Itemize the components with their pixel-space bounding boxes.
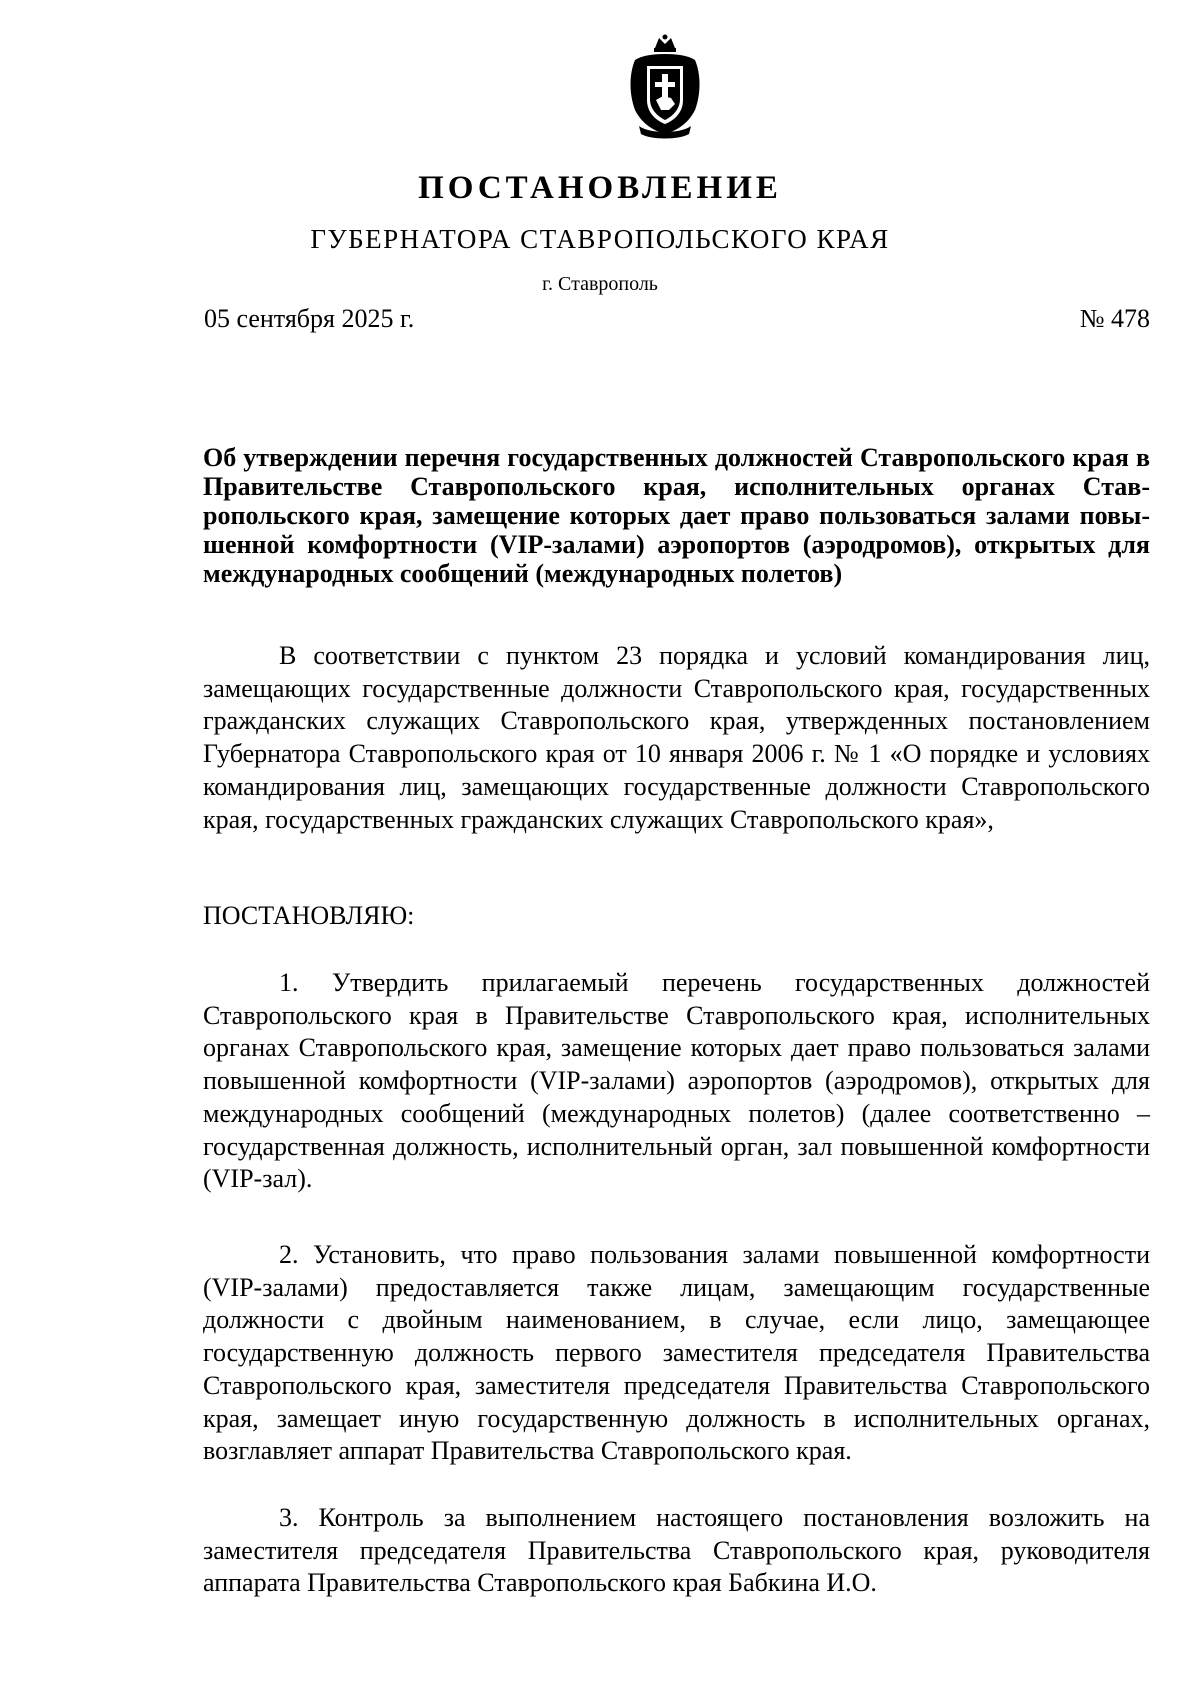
resolution-item-2: 2. Установить, что право пользования залами повышенной комфортности (VIP-залами) предоставляется также лицам, замещающим государственные должности с двойным наименованием, в случае, если лицо, замещающее государственную должность первого заместителя председателя Правительства Ставропольского края, заместителя председателя Правительства Ставропольского края, замещает иную государственную должность в исполнительных органах, возглавляет аппарат Правительства Ставропольского края. — [203, 1240, 1150, 1466]
document-preamble: В соответствии с пунктом 23 порядка и условий командирования лиц, замещающих государственные должности Ставропольского края, государственных гражданских служащих Ставропольского края, утвержденных постановлением Губернатора Ставропольского края от 10 января 2006 г. № 1 «О порядке и условиях командирования лиц, замещающих государственные должности Ставропольского края, государственных гражданских служащих Ставропольского края», — [203, 641, 1150, 834]
document-date: 05 сентября 2025 г. — [204, 304, 415, 333]
document-city: г. Ставрополь — [542, 273, 658, 295]
document-subject: Об утверждении перечня государственных должностей Ставропольского края в Правительстве Ставропольского края, исполнительных органах Ставропольского края, замещение которых дает право пользоваться залами повышенной комфортности (VIP-залами) аэропортов (аэродромов), открытых для международных сообщений (международных полетов) — [203, 443, 1150, 588]
document-issuer: ГУБЕРНАТОРА СТАВРОПОЛЬСКОГО КРАЯ — [310, 224, 890, 254]
resolution-heading: ПОСТАНОВЛЯЮ: — [203, 901, 415, 930]
resolution-item-3: 3. Контроль за выполнением настоящего постановления возложить на заместителя председателя Правительства Ставропольского края, руководителя аппарата Правительства Ставропольского края Бабкина И.О. — [203, 1503, 1150, 1598]
stavropol-coat-of-arms-icon — [625, 34, 705, 140]
resolution-item-1: 1. Утвердить прилагаемый перечень государственных должностей Ставропольского края в Правительстве Ставропольского края, исполнительных органах Ставропольского края, замещение которых дает право пользоваться залами повышенной комфортности (VIP-залами) аэропортов (аэродромов), открытых для международных сообщений (международных полетов) (далее соответственно – государственная должность, исполнительный орган, зал повышенной комфортности (VIP-зал). — [203, 968, 1150, 1194]
document-title: ПОСТАНОВЛЕНИЕ — [418, 170, 782, 206]
document-number: № 478 — [1079, 304, 1150, 333]
